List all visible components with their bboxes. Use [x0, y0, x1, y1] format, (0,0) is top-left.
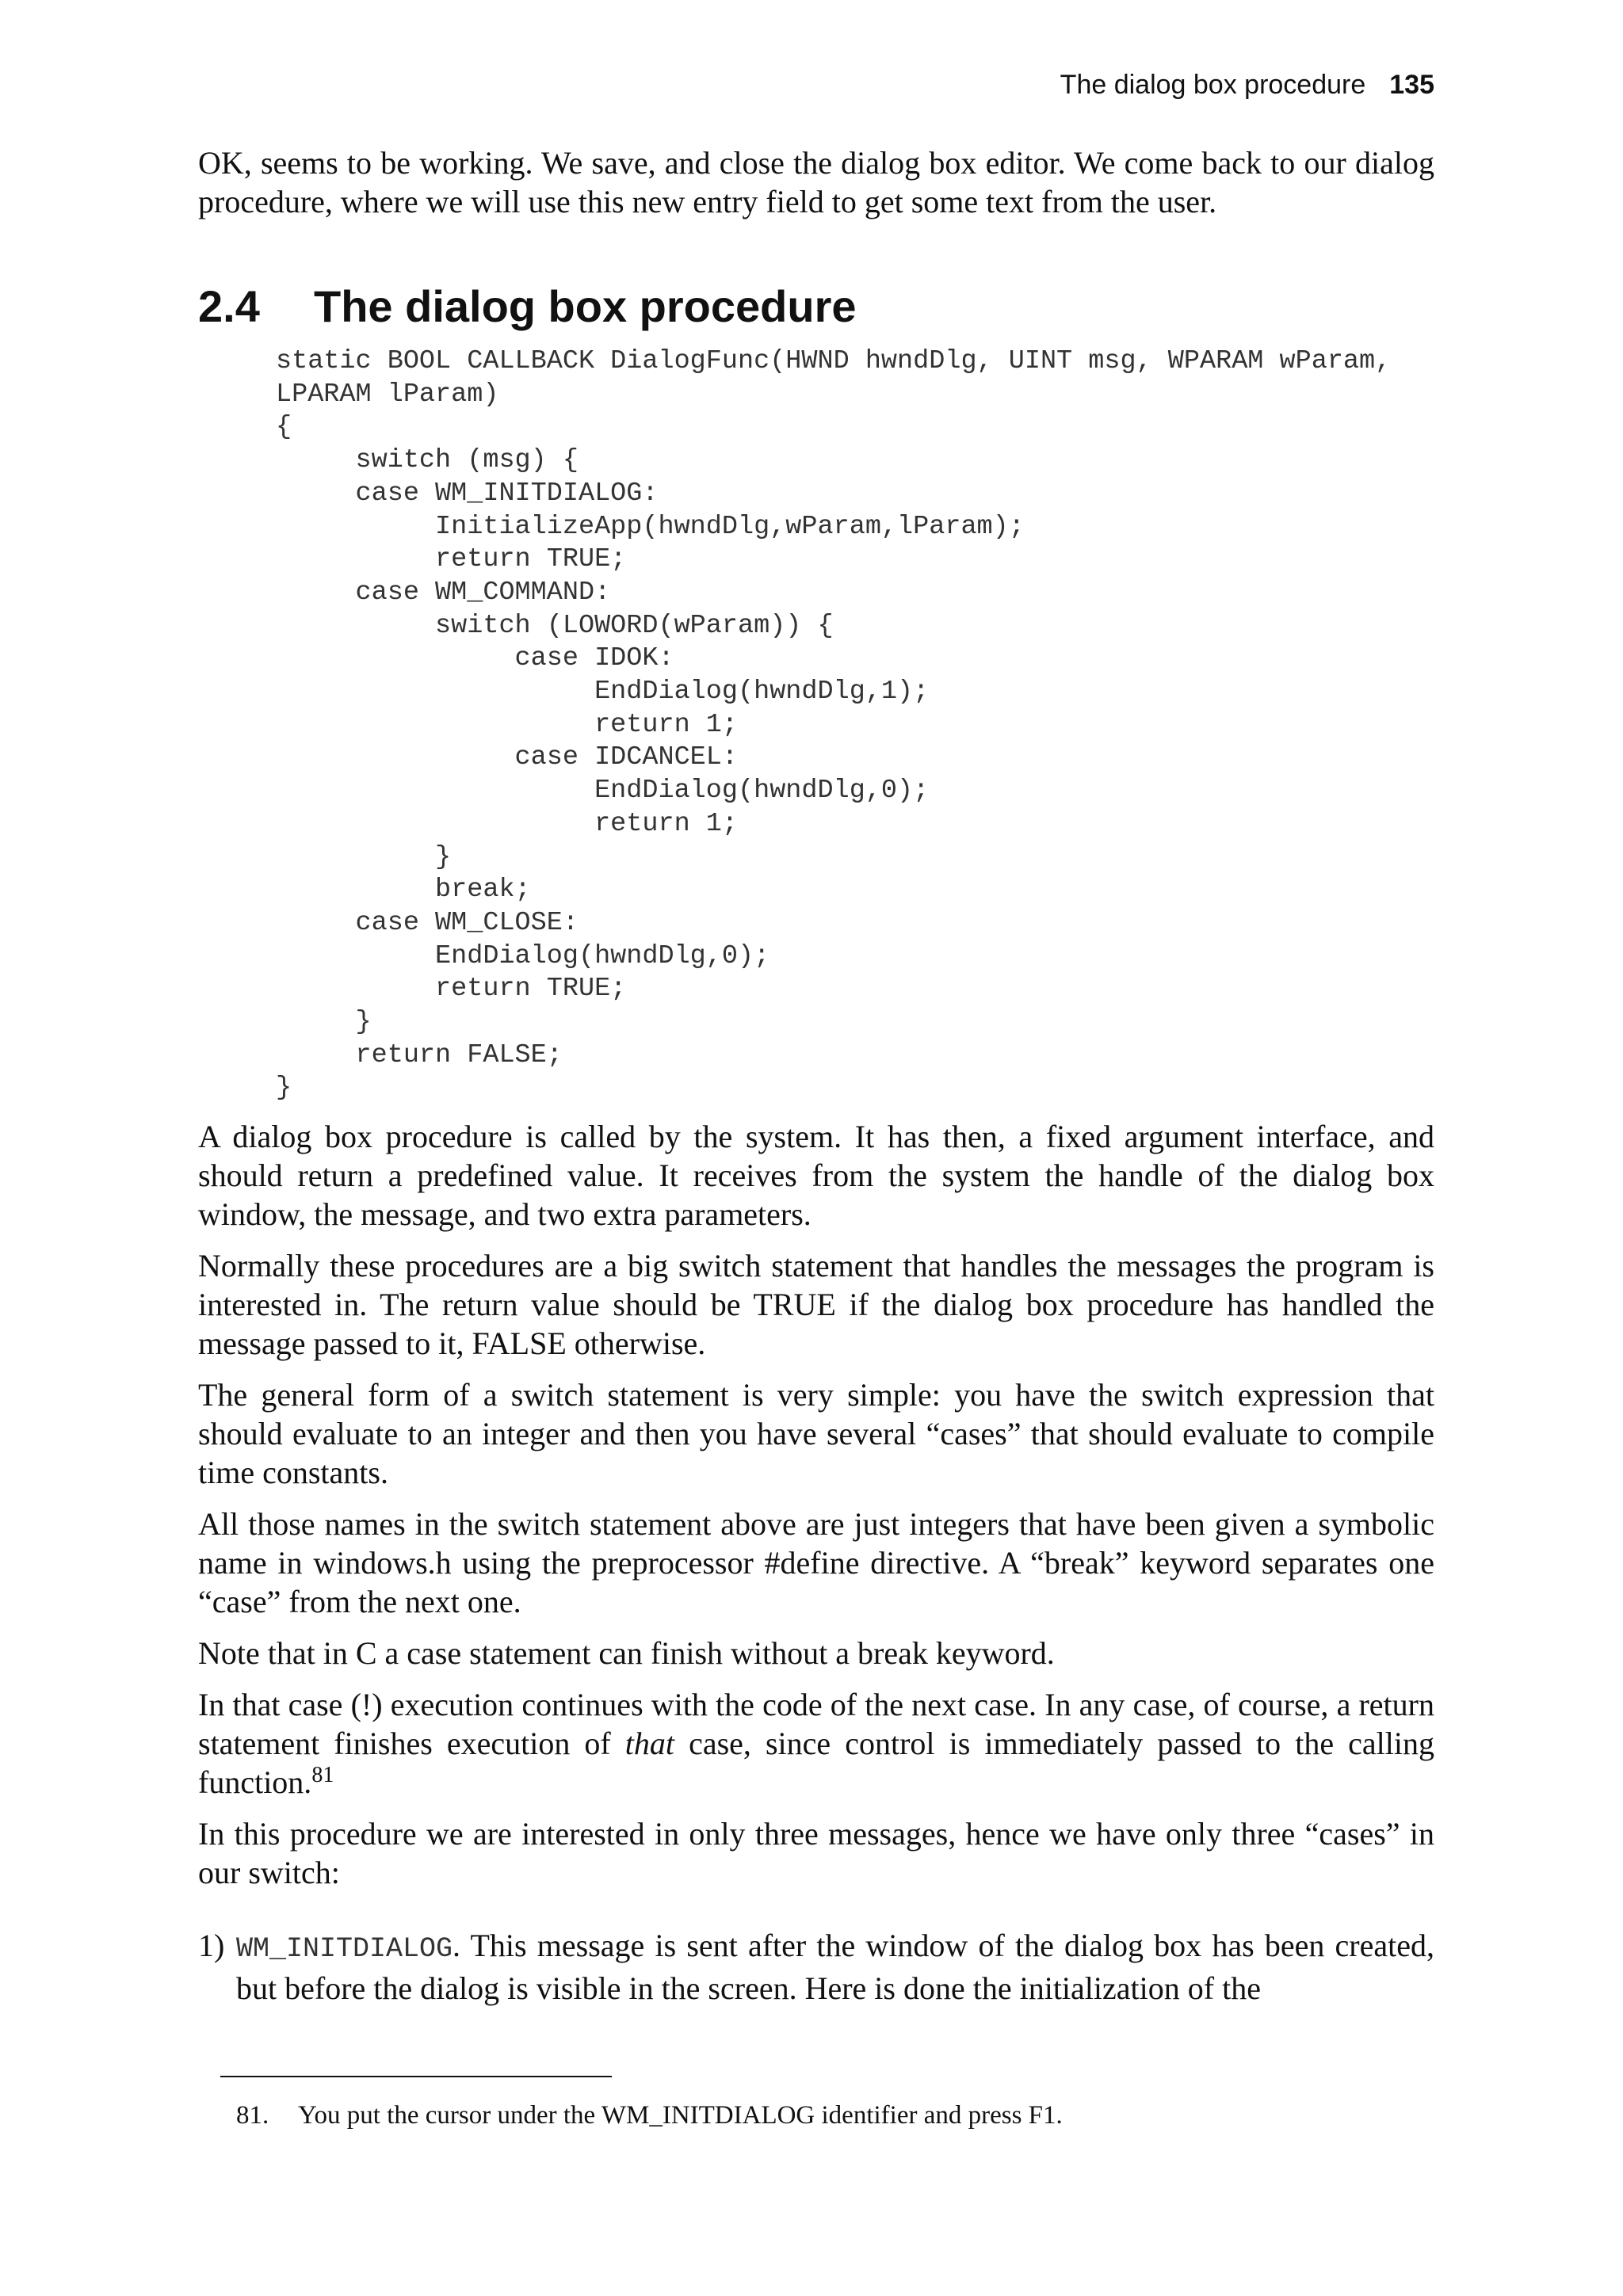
code-line: static BOOL CALLBACK DialogFunc(HWND hwndDlg, UINT msg, WPARAM wParam, — [276, 346, 1392, 376]
code-line: switch (msg) { — [276, 445, 579, 476]
code-line: case IDOK: — [276, 643, 674, 674]
list-item-text: . This message is sent after the window of the dialog box has been created, but before the dialog is visible in the screen. Here is done the initialization of the — [236, 1928, 1434, 2006]
emphasis-text: that — [624, 1726, 675, 1761]
section-title: The dialog box procedure — [314, 281, 857, 331]
code-line: case WM_COMMAND: — [276, 577, 611, 608]
code-line: EndDialog(hwndDlg,0); — [276, 940, 770, 971]
code-line: return TRUE; — [276, 544, 627, 575]
code-line: EndDialog(hwndDlg,0); — [276, 776, 930, 807]
page-number: 135 — [1389, 70, 1434, 100]
code-line: InitializeApp(hwndDlg,wParam,lParam); — [276, 511, 1025, 542]
code-line: return TRUE; — [276, 974, 627, 1005]
footnote-reference[interactable]: 81 — [311, 1763, 334, 1787]
section-heading — [198, 279, 857, 334]
code-line: case WM_INITDIALOG: — [276, 478, 659, 509]
text-run: case, since control is immediately passed to the calling function. — [198, 1726, 1434, 1800]
code-line: } — [276, 1073, 292, 1104]
list-item — [198, 1926, 1434, 2008]
code-line: return 1; — [276, 709, 738, 740]
section-number: 2.4 — [198, 281, 260, 331]
body-paragraphs — [198, 1117, 1434, 1905]
code-line: { — [276, 412, 292, 443]
code-line: LPARAM lParam) — [276, 379, 499, 410]
code-line: case WM_CLOSE: — [276, 907, 579, 938]
intro-paragraph: OK, seems to be working. We save, and close the dialog box editor. We come back to our dialog procedure, where we will use this new entry field to get some text from the user. — [198, 145, 1434, 219]
paragraph: Normally these procedures are a big switch statement that handles the messages the program is interested in. The return value should be TRUE if the dialog box procedure has handled the message passed to it, FALSE otherwise. — [198, 1248, 1434, 1361]
footnote — [236, 2100, 1425, 2131]
list-item-number: 1) — [198, 1928, 225, 1963]
running-title: The dialog box procedure — [1060, 70, 1366, 100]
list-item-body — [236, 1926, 1434, 2008]
fallthrough-paragraph — [198, 1685, 1434, 1802]
footnote-text: You put the cursor under the WM_INITDIALOG identifier and press F1. — [298, 2101, 1063, 2130]
code-line: break; — [276, 875, 531, 906]
inline-code: WM_INITDIALOG — [236, 1933, 453, 1965]
paragraph: All those names in the switch statement above are just integers that have been given a symbolic name in windows.h using the preprocessor #define directive. A “break” keyword separates one “case” from the next one. — [198, 1506, 1434, 1619]
footnote-divider — [220, 2076, 612, 2077]
footnote-number: 81. — [236, 2101, 269, 2130]
code-line: return 1; — [276, 808, 738, 839]
code-line: switch (LOWORD(wParam)) { — [276, 610, 834, 641]
code-listing — [276, 345, 1449, 1105]
paragraph: The general form of a switch statement is very simple: you have the switch expression that should evaluate to an integer and then you have several “cases” that should evaluate to compile time constants. — [198, 1377, 1434, 1490]
code-line: return FALSE; — [276, 1039, 563, 1070]
paragraph: Note that in C a case statement can finish without a break keyword. — [198, 1635, 1055, 1671]
running-header — [1060, 70, 1434, 101]
code-line: EndDialog(hwndDlg,1); — [276, 677, 930, 707]
code-line: case IDCANCEL: — [276, 742, 738, 773]
code-line: } — [276, 841, 452, 872]
text-run: In that case (!) execution continues with the code of the next case. In any case, of course, a return statement finishes execution of — [198, 1687, 1434, 1761]
code-line: } — [276, 1007, 372, 1038]
paragraph: In this procedure we are interested in only three messages, hence we have only three “cases” in our switch: — [198, 1816, 1434, 1890]
paragraph: A dialog box procedure is called by the system. It has then, a fixed argument interface, and should return a predefined value. It receives from the system the handle of the dialog box window, the message, and two extra parameters. — [198, 1119, 1434, 1232]
